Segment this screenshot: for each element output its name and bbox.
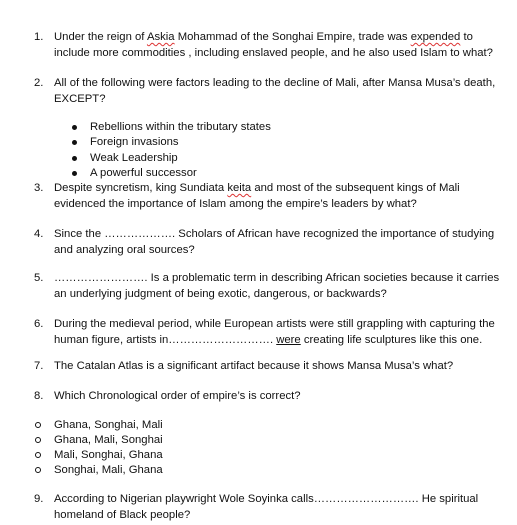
option-item: Ghana, Songhai, Mali [34,418,163,433]
question-number: 8. [34,390,44,402]
option-item: Songhai, Mali, Ghana [34,463,163,478]
question-text: Since the ………………. Scholars of African have recognized the importance of studying and analyzing oral sources? [54,228,495,256]
option-item: Mali, Songhai, Ghana [34,448,163,463]
question-text: During the medieval period, while European artists were still grappling with capturing the human figure, artists in………………………. were creating life sculptures like this one. [54,318,495,346]
misspelled-word: Askia [146,31,175,43]
question-text: Which Chronological order of empire’s is correct? [54,390,301,402]
question-number: 7. [34,360,44,372]
question-text: ……………………. Is a problematic term in describing African societies because it carries an underlying judgment of being exotic, dangerous, or backwards? [54,272,500,300]
question-text: Despite syncretism, king Sundiata keita and most of the subsequent kings of Mali evidenced the importance of Islam among the empire’s leaders by what? [54,182,460,210]
question-text: Under the reign of Askia Mohammad of the Songhai Empire, trade was expended to include more commodities , including enslaved people, and he also used Islam to what? [54,31,493,59]
misspelled-word: keita [227,182,252,194]
question-number: 6. [34,318,44,330]
question-text: All of the following were factors leading to the decline of Mali, after Mansa Musa’s death, EXCEPT? [54,77,496,105]
bullet-item: Weak Leadership [72,151,271,166]
bullet-item: A powerful successor [72,166,271,181]
answer-bullet-list [72,120,271,181]
question-text: According to Nigerian playwright Wole Soyinka calls………………………. He spiritual homeland of Black people? [54,493,479,521]
question-number: 5. [34,272,44,284]
answer-option-list [34,418,163,478]
bullet-item: Foreign invasions [72,135,271,150]
underlined-word: were [276,333,301,346]
question-number: 4. [34,228,44,240]
question-number: 1. [34,31,44,43]
bullet-item: Rebellions within the tributary states [72,120,271,135]
misspelled-word: expended [410,31,461,43]
option-item: Ghana, Mali, Songhai [34,433,163,448]
question-number: 9. [34,493,44,505]
question-number: 3. [34,182,44,194]
question-number: 2. [34,77,44,89]
question-text: The Catalan Atlas is a significant artifact because it shows Mansa Musa’s what? [54,360,454,372]
